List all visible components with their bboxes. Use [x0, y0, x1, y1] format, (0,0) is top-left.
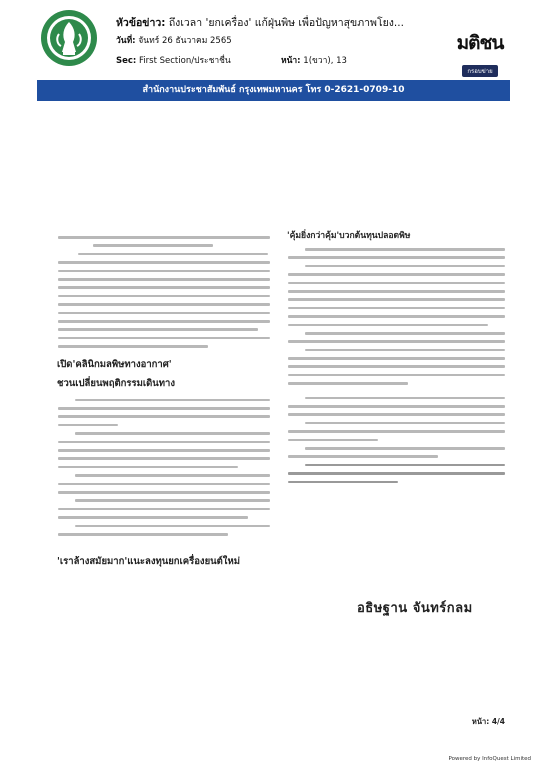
right-heading-1: 'คุ้มยิ่งกว่าคุ้ม'บวกต้นทุนปลอดพิษ [287, 231, 411, 241]
matichon-logo [450, 28, 510, 77]
bangkok-seal-icon [38, 8, 100, 68]
date-row [116, 33, 232, 47]
headline-label: หัวข้อข่าว: [116, 17, 166, 29]
left-column [58, 236, 278, 577]
section-label: Sec: [116, 56, 137, 66]
page-label: หน้า: [281, 56, 301, 66]
page-text: 1(ขวา), 13 [303, 56, 347, 66]
headline-row [116, 14, 404, 31]
section-row [116, 53, 347, 67]
left-heading-2: 'เราล้างสมัยมาก'แนะลงทุนยกเครื่องยนต์ใหม่ [57, 555, 240, 567]
left-heading-1: เปิด'คลินิกมลพิษทางอากาศ' [57, 358, 172, 370]
author-signature: อธิษฐาน จันทร์กลม [357, 601, 473, 616]
section-text: First Section/ประชาชื่น [139, 56, 231, 66]
page-number: หน้า: 4/4 [471, 717, 505, 726]
date-text: จันทร์ 26 ธันวาคม 2565 [138, 36, 232, 46]
headline-text: ถึงเวลา 'ยกเครื่อง' แก้ฝุ่นพิษ เพื่อปัญหาสุขภาพโยง... [168, 17, 404, 29]
logo-sub: กรอบข่าย [462, 65, 497, 77]
date-label: วันที่: [116, 36, 136, 46]
agency-bar: สำนักงานประชาสัมพันธ์ กรุงเทพมหานคร โทร 0-2621-0709-10 [37, 80, 510, 101]
left-heading-1b: ชวนเปลี่ยนพฤติกรรมเดินทาง [57, 377, 175, 389]
page-ref [281, 53, 347, 67]
clipping-header [38, 8, 510, 75]
logo-name: มติชน [456, 32, 504, 54]
right-column [287, 231, 512, 489]
powered-by: Powered by InfoQuest Limited [448, 756, 531, 762]
